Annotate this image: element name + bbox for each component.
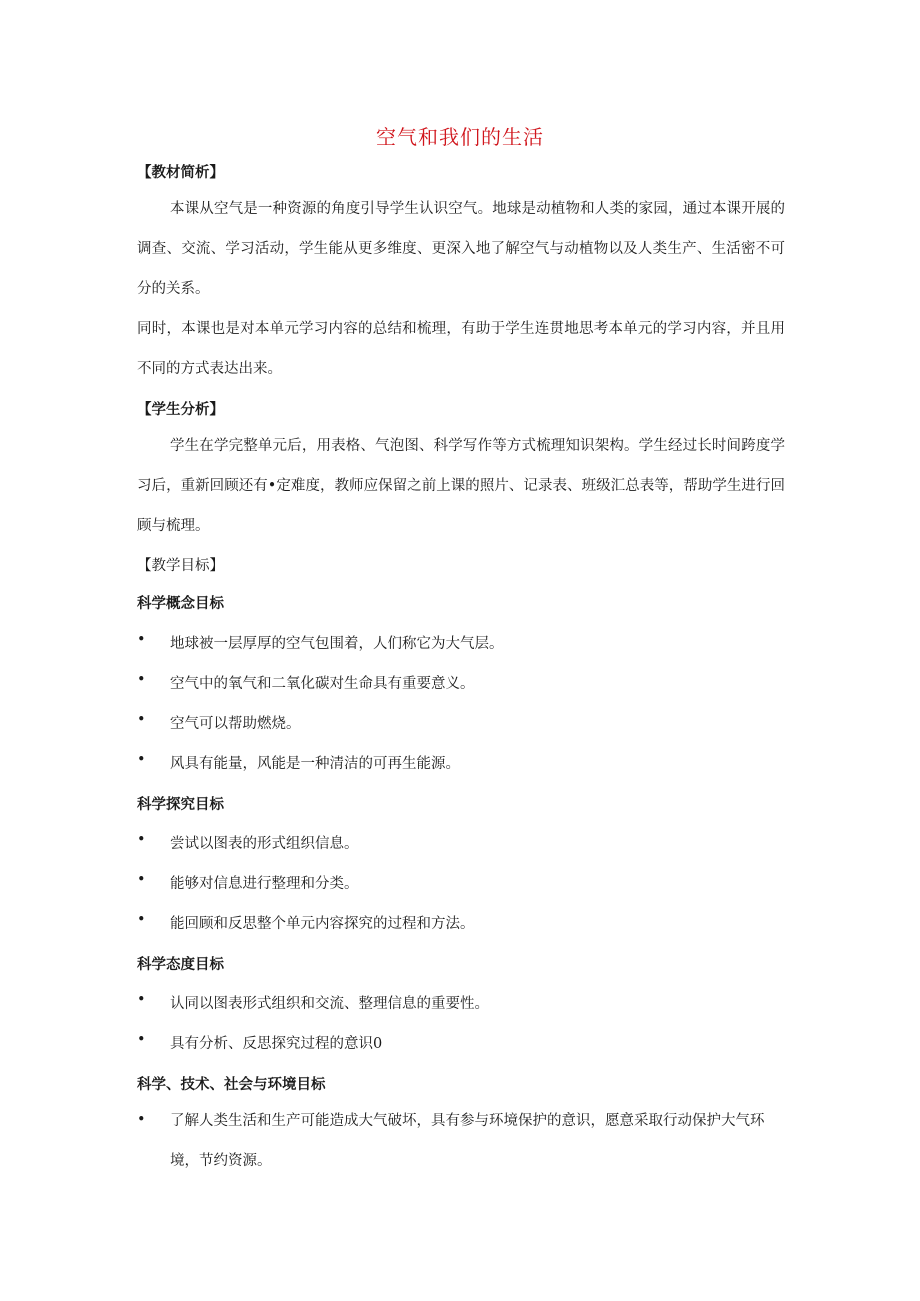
textbook-paragraph-2: 同时，本课也是对本单元学习内容的总结和梳理，有助于学生连贯地思考本单元的学习内容，并且用不同的方式表达出来。 [137, 321, 785, 377]
bullet-symbol: • [137, 872, 146, 888]
concept-goal-item: 空气可以帮助燃烧。 [170, 716, 301, 732]
concept-goal-item: 空气中的氧气和二氧化碳对生命具有重要意义。 [170, 676, 475, 692]
bullet-symbol: • [137, 1032, 146, 1048]
subheading-sts-goals: 科学、技术、社会与环境目标 [137, 1077, 326, 1093]
section-heading-student: 【学生分析】 [137, 402, 224, 418]
bullet-symbol: • [137, 832, 146, 848]
bullet-symbol: • [137, 752, 146, 768]
document-title: 空气和我们的生活 [376, 125, 544, 149]
concept-goal-item: 地球被一层厚厚的空气包围着，人们称它为大气层。 [170, 636, 504, 652]
bullet-symbol: • [137, 632, 146, 648]
attitude-goal-item: 认同以图表形式组织和交流、整理信息的重要性。 [170, 996, 489, 1012]
inquiry-goal-item: 能够对信息进行整理和分类。 [170, 876, 359, 892]
inquiry-goal-item: 能回顾和反思整个单元内容探究的过程和方法。 [170, 916, 475, 932]
section-heading-goals: 【教学目标】 [137, 558, 224, 574]
bullet-symbol: • [137, 992, 146, 1008]
bullet-symbol: • [137, 1112, 146, 1128]
subheading-attitude-goals: 科学态度目标 [137, 957, 224, 973]
bullet-symbol: • [137, 672, 146, 688]
sts-goal-item: 了解人类生活和生产可能造成大气破坏，具有参与环境保护的意识，愿意采取行动保护大气环境，节约资源。 [170, 1113, 765, 1169]
textbook-paragraph-1: 本课从空气是一种资源的角度引导学生认识空气。地球是动植物和人类的家园，通过本课开展的调查、交流、学习活动，学生能从更多维度、更深入地了解空气与动植物以及人类生产、生活密不可分的关系。 [137, 201, 785, 297]
bullet-symbol: • [137, 912, 146, 928]
section-heading-textbook: 【教材简析】 [137, 165, 224, 181]
attitude-goal-item: 具有分析、反思探究过程的意识0 [170, 1036, 383, 1052]
inquiry-goal-item: 尝试以图表的形式组织信息。 [170, 836, 359, 852]
subheading-inquiry-goals: 科学探究目标 [137, 797, 224, 813]
student-paragraph-1: 学生在学完整单元后，用表格、气泡图、科学写作等方式梳理知识架构。学生经过长时间跨度学习后，重新回顾还有•定难度，教师应保留之前上课的照片、记录表、班级汇总表等，帮助学生进行回顾与梳理。 [137, 438, 785, 534]
bullet-symbol: • [137, 712, 146, 728]
concept-goal-item: 风具有能量，风能是一种清洁的可再生能源。 [170, 756, 460, 772]
subheading-concept-goals: 科学概念目标 [137, 596, 224, 612]
